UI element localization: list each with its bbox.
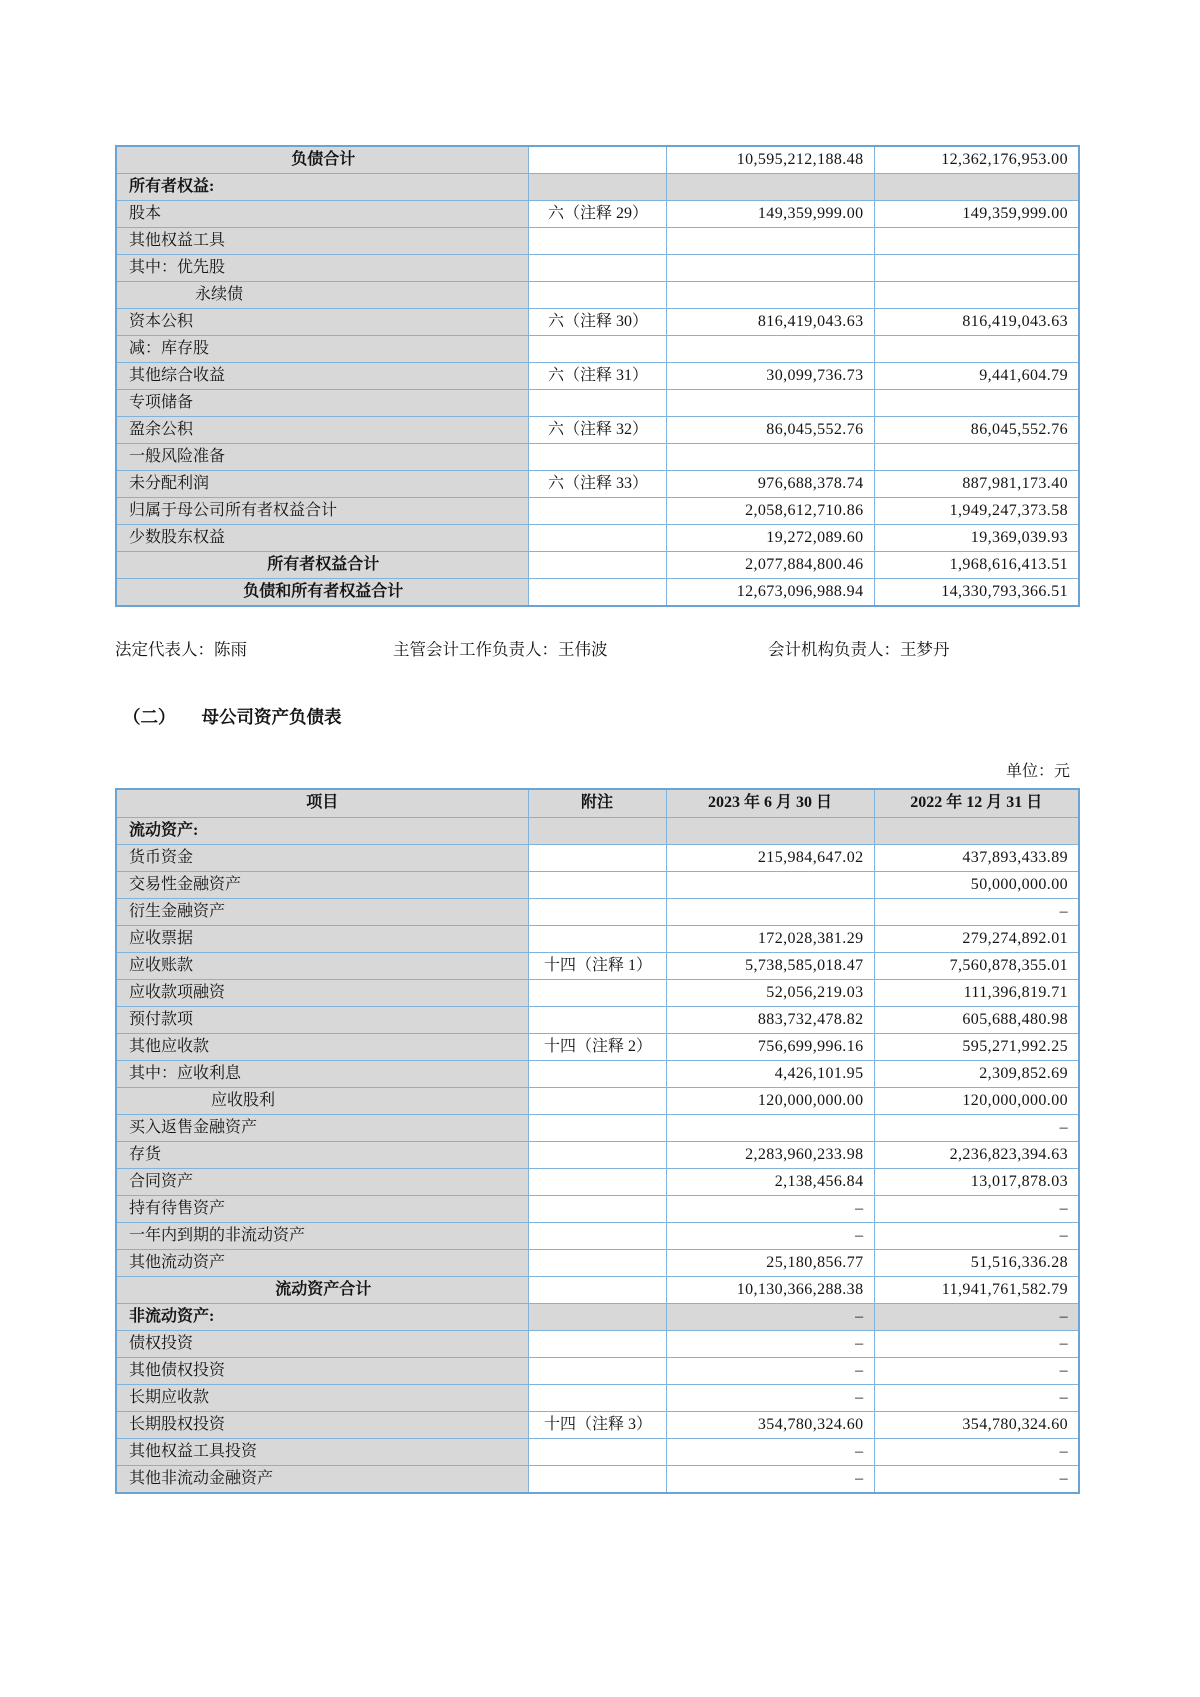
note-cell bbox=[528, 1195, 666, 1222]
note-cell: 十四（注释 2） bbox=[528, 1033, 666, 1060]
note-cell: 六（注释 32） bbox=[528, 417, 666, 444]
value-2022-cell: – bbox=[874, 898, 1079, 925]
table-row bbox=[116, 498, 1079, 525]
accounting-org-head-label: 会计机构负责人：王梦丹 bbox=[768, 640, 950, 659]
table-row bbox=[116, 979, 1079, 1006]
value-2022-cell: 19,369,039.93 bbox=[874, 525, 1079, 552]
value-2022-cell: 354,780,324.60 bbox=[874, 1411, 1079, 1438]
value-2022-cell bbox=[874, 228, 1079, 255]
value-2023-cell bbox=[666, 282, 874, 309]
table-row bbox=[116, 390, 1079, 417]
note-cell bbox=[528, 444, 666, 471]
value-2022-cell bbox=[874, 255, 1079, 282]
table-row bbox=[116, 336, 1079, 363]
note-cell bbox=[528, 552, 666, 579]
table-row bbox=[116, 1303, 1079, 1330]
note-cell bbox=[528, 146, 666, 174]
table-row bbox=[116, 363, 1079, 390]
table-row bbox=[116, 1141, 1079, 1168]
value-2022-cell: 605,688,480.98 bbox=[874, 1006, 1079, 1033]
item-cell: 存货 bbox=[116, 1141, 528, 1168]
parent-balance-sheet-body bbox=[116, 817, 1079, 1493]
note-cell bbox=[528, 1087, 666, 1114]
table-row bbox=[116, 1276, 1079, 1303]
value-2022-cell bbox=[874, 444, 1079, 471]
note-cell bbox=[528, 1330, 666, 1357]
value-2023-cell: – bbox=[666, 1384, 874, 1411]
value-2022-cell: 9,441,604.79 bbox=[874, 363, 1079, 390]
value-2022-cell: 7,560,878,355.01 bbox=[874, 952, 1079, 979]
table-row bbox=[116, 1060, 1079, 1087]
table-row bbox=[116, 525, 1079, 552]
value-2023-cell: 354,780,324.60 bbox=[666, 1411, 874, 1438]
value-2023-cell bbox=[666, 174, 874, 201]
value-2022-cell: 595,271,992.25 bbox=[874, 1033, 1079, 1060]
value-2023-cell bbox=[666, 444, 874, 471]
value-2023-cell bbox=[666, 336, 874, 363]
note-cell bbox=[528, 817, 666, 844]
table-row bbox=[116, 1357, 1079, 1384]
note-cell: 十四（注释 1） bbox=[528, 952, 666, 979]
value-2022-cell: – bbox=[874, 1330, 1079, 1357]
value-2022-cell: 1,949,247,373.58 bbox=[874, 498, 1079, 525]
liabilities-and-equity-table bbox=[115, 145, 1080, 607]
item-cell: 专项储备 bbox=[116, 390, 528, 417]
note-cell bbox=[528, 1114, 666, 1141]
value-2022-cell: 816,419,043.63 bbox=[874, 309, 1079, 336]
value-2023-cell: – bbox=[666, 1465, 874, 1493]
section-title: 母公司资产负债表 bbox=[201, 707, 342, 727]
table-row bbox=[116, 898, 1079, 925]
value-2023-cell: – bbox=[666, 1438, 874, 1465]
item-cell: 持有待售资产 bbox=[116, 1195, 528, 1222]
chief-accountant-label: 主管会计工作负责人：王伟波 bbox=[393, 640, 608, 659]
table-row bbox=[116, 146, 1079, 174]
item-cell: 长期股权投资 bbox=[116, 1411, 528, 1438]
value-2023-cell: – bbox=[666, 1330, 874, 1357]
note-cell: 六（注释 31） bbox=[528, 363, 666, 390]
table-row bbox=[116, 1465, 1079, 1493]
column-header-2023: 2023 年 6 月 30 日 bbox=[666, 789, 874, 817]
value-2022-cell: 51,516,336.28 bbox=[874, 1249, 1079, 1276]
value-2022-cell: 279,274,892.01 bbox=[874, 925, 1079, 952]
value-2023-cell: 215,984,647.02 bbox=[666, 844, 874, 871]
item-cell: 流动资产合计 bbox=[116, 1276, 528, 1303]
note-cell bbox=[528, 1303, 666, 1330]
item-cell: 其他权益工具 bbox=[116, 228, 528, 255]
value-2022-cell: – bbox=[874, 1384, 1079, 1411]
value-2022-cell: 111,396,819.71 bbox=[874, 979, 1079, 1006]
value-2023-cell: 756,699,996.16 bbox=[666, 1033, 874, 1060]
item-cell: 应收账款 bbox=[116, 952, 528, 979]
table-row bbox=[116, 1168, 1079, 1195]
item-cell: 所有者权益合计 bbox=[116, 552, 528, 579]
section-index: （二） bbox=[123, 707, 176, 727]
item-cell: 其他流动资产 bbox=[116, 1249, 528, 1276]
item-cell: 应收股利 bbox=[116, 1087, 528, 1114]
table-row bbox=[116, 817, 1079, 844]
value-2023-cell: 2,077,884,800.46 bbox=[666, 552, 874, 579]
item-cell: 负债和所有者权益合计 bbox=[116, 579, 528, 607]
item-cell: 减：库存股 bbox=[116, 336, 528, 363]
table-row bbox=[116, 1249, 1079, 1276]
note-cell bbox=[528, 525, 666, 552]
value-2023-cell: 12,673,096,988.94 bbox=[666, 579, 874, 607]
value-2023-cell: 30,099,736.73 bbox=[666, 363, 874, 390]
item-cell: 负债合计 bbox=[116, 146, 528, 174]
item-cell: 其中：优先股 bbox=[116, 255, 528, 282]
value-2022-cell: – bbox=[874, 1357, 1079, 1384]
liabilities-and-equity-table-body bbox=[116, 146, 1079, 606]
value-2022-cell: 437,893,433.89 bbox=[874, 844, 1079, 871]
table-row bbox=[116, 1195, 1079, 1222]
value-2023-cell: 2,138,456.84 bbox=[666, 1168, 874, 1195]
table-row bbox=[116, 174, 1079, 201]
table-row bbox=[116, 952, 1079, 979]
item-cell: 一年内到期的非流动资产 bbox=[116, 1222, 528, 1249]
note-cell bbox=[528, 1249, 666, 1276]
value-2022-cell: 1,968,616,413.51 bbox=[874, 552, 1079, 579]
table-row bbox=[116, 444, 1079, 471]
note-cell bbox=[528, 228, 666, 255]
value-2023-cell bbox=[666, 390, 874, 417]
table-row bbox=[116, 1033, 1079, 1060]
table-row bbox=[116, 1114, 1079, 1141]
value-2023-cell: – bbox=[666, 1195, 874, 1222]
balance-sheet-header bbox=[116, 789, 1079, 817]
note-cell bbox=[528, 498, 666, 525]
item-cell: 衍生金融资产 bbox=[116, 898, 528, 925]
table-row bbox=[116, 552, 1079, 579]
column-header-note: 附注 bbox=[528, 789, 666, 817]
note-cell bbox=[528, 844, 666, 871]
value-2022-cell bbox=[874, 174, 1079, 201]
value-2022-cell: – bbox=[874, 1465, 1079, 1493]
value-2022-cell: 149,359,999.00 bbox=[874, 201, 1079, 228]
item-cell: 股本 bbox=[116, 201, 528, 228]
note-cell: 六（注释 29） bbox=[528, 201, 666, 228]
value-2022-cell bbox=[874, 390, 1079, 417]
value-2022-cell: 12,362,176,953.00 bbox=[874, 146, 1079, 174]
value-2023-cell: – bbox=[666, 1357, 874, 1384]
note-cell bbox=[528, 1357, 666, 1384]
table-row bbox=[116, 282, 1079, 309]
item-cell: 流动资产: bbox=[116, 817, 528, 844]
note-cell bbox=[528, 390, 666, 417]
item-cell: 一般风险准备 bbox=[116, 444, 528, 471]
value-2022-cell: – bbox=[874, 1438, 1079, 1465]
header-row bbox=[116, 789, 1079, 817]
value-2023-cell bbox=[666, 228, 874, 255]
table-row bbox=[116, 471, 1079, 498]
table-row bbox=[116, 255, 1079, 282]
value-2022-cell: 887,981,173.40 bbox=[874, 471, 1079, 498]
item-cell: 其他应收款 bbox=[116, 1033, 528, 1060]
value-2023-cell: 172,028,381.29 bbox=[666, 925, 874, 952]
value-2023-cell: 52,056,219.03 bbox=[666, 979, 874, 1006]
value-2022-cell bbox=[874, 282, 1079, 309]
value-2023-cell bbox=[666, 898, 874, 925]
table-row bbox=[116, 1330, 1079, 1357]
item-cell: 盈余公积 bbox=[116, 417, 528, 444]
value-2023-cell: 2,058,612,710.86 bbox=[666, 498, 874, 525]
item-cell: 买入返售金融资产 bbox=[116, 1114, 528, 1141]
note-cell bbox=[528, 979, 666, 1006]
table-row bbox=[116, 844, 1079, 871]
table-row bbox=[116, 579, 1079, 607]
value-2022-cell: 120,000,000.00 bbox=[874, 1087, 1079, 1114]
note-cell bbox=[528, 1222, 666, 1249]
value-2023-cell bbox=[666, 255, 874, 282]
note-cell: 六（注释 33） bbox=[528, 471, 666, 498]
item-cell: 其他债权投资 bbox=[116, 1357, 528, 1384]
value-2022-cell: – bbox=[874, 1195, 1079, 1222]
item-cell: 交易性金融资产 bbox=[116, 871, 528, 898]
table-row bbox=[116, 1384, 1079, 1411]
value-2023-cell: 10,595,212,188.48 bbox=[666, 146, 874, 174]
value-2023-cell: 86,045,552.76 bbox=[666, 417, 874, 444]
item-cell: 预付款项 bbox=[116, 1006, 528, 1033]
note-cell bbox=[528, 174, 666, 201]
value-2023-cell: 4,426,101.95 bbox=[666, 1060, 874, 1087]
note-cell bbox=[528, 1141, 666, 1168]
note-cell bbox=[528, 1438, 666, 1465]
note-cell bbox=[528, 282, 666, 309]
signature-line bbox=[0, 636, 1200, 660]
legal-representative-label: 法定代表人：陈雨 bbox=[115, 640, 247, 659]
item-cell: 长期应收款 bbox=[116, 1384, 528, 1411]
value-2023-cell: 149,359,999.00 bbox=[666, 201, 874, 228]
value-2023-cell: 883,732,478.82 bbox=[666, 1006, 874, 1033]
value-2022-cell bbox=[874, 817, 1079, 844]
value-2023-cell bbox=[666, 871, 874, 898]
note-cell bbox=[528, 336, 666, 363]
note-cell bbox=[528, 871, 666, 898]
note-cell bbox=[528, 579, 666, 607]
table-row bbox=[116, 309, 1079, 336]
column-header-2022: 2022 年 12 月 31 日 bbox=[874, 789, 1079, 817]
note-cell bbox=[528, 1465, 666, 1493]
item-cell: 债权投资 bbox=[116, 1330, 528, 1357]
item-cell: 资本公积 bbox=[116, 309, 528, 336]
item-cell: 其他非流动金融资产 bbox=[116, 1465, 528, 1493]
table-row bbox=[116, 1438, 1079, 1465]
value-2022-cell: 2,236,823,394.63 bbox=[874, 1141, 1079, 1168]
value-2022-cell: 13,017,878.03 bbox=[874, 1168, 1079, 1195]
section-heading bbox=[123, 704, 342, 729]
value-2023-cell bbox=[666, 817, 874, 844]
value-2023-cell: 10,130,366,288.38 bbox=[666, 1276, 874, 1303]
note-cell bbox=[528, 1276, 666, 1303]
table-row bbox=[116, 1411, 1079, 1438]
value-2023-cell: – bbox=[666, 1303, 874, 1330]
note-cell: 十四（注释 3） bbox=[528, 1411, 666, 1438]
value-2023-cell: 25,180,856.77 bbox=[666, 1249, 874, 1276]
table-row bbox=[116, 417, 1079, 444]
note-cell bbox=[528, 925, 666, 952]
item-cell: 归属于母公司所有者权益合计 bbox=[116, 498, 528, 525]
note-cell bbox=[528, 1168, 666, 1195]
item-cell: 其中：应收利息 bbox=[116, 1060, 528, 1087]
note-cell bbox=[528, 1384, 666, 1411]
value-2023-cell: 2,283,960,233.98 bbox=[666, 1141, 874, 1168]
value-2023-cell: 816,419,043.63 bbox=[666, 309, 874, 336]
value-2023-cell: 976,688,378.74 bbox=[666, 471, 874, 498]
note-cell: 六（注释 30） bbox=[528, 309, 666, 336]
column-header-item: 项目 bbox=[116, 789, 528, 817]
parent-company-balance-sheet-table bbox=[115, 788, 1080, 1494]
item-cell: 合同资产 bbox=[116, 1168, 528, 1195]
item-cell: 应收款项融资 bbox=[116, 979, 528, 1006]
table-row bbox=[116, 1087, 1079, 1114]
table-row bbox=[116, 201, 1079, 228]
item-cell: 其他综合收益 bbox=[116, 363, 528, 390]
unit-label: 单位：元 bbox=[1005, 763, 1070, 780]
item-cell: 非流动资产: bbox=[116, 1303, 528, 1330]
item-cell: 少数股东权益 bbox=[116, 525, 528, 552]
table-row bbox=[116, 925, 1079, 952]
table-row bbox=[116, 871, 1079, 898]
value-2023-cell: – bbox=[666, 1222, 874, 1249]
value-2022-cell: 2,309,852.69 bbox=[874, 1060, 1079, 1087]
item-cell: 未分配利润 bbox=[116, 471, 528, 498]
value-2023-cell: 120,000,000.00 bbox=[666, 1087, 874, 1114]
value-2023-cell bbox=[666, 1114, 874, 1141]
value-2022-cell: – bbox=[874, 1303, 1079, 1330]
note-cell bbox=[528, 898, 666, 925]
item-cell: 应收票据 bbox=[116, 925, 528, 952]
value-2022-cell: 14,330,793,366.51 bbox=[874, 579, 1079, 607]
table-row bbox=[116, 1006, 1079, 1033]
note-cell bbox=[528, 1060, 666, 1087]
value-2023-cell: 19,272,089.60 bbox=[666, 525, 874, 552]
note-cell bbox=[528, 1006, 666, 1033]
item-cell: 永续债 bbox=[116, 282, 528, 309]
value-2022-cell bbox=[874, 336, 1079, 363]
item-cell: 货币资金 bbox=[116, 844, 528, 871]
value-2022-cell: 86,045,552.76 bbox=[874, 417, 1079, 444]
value-2022-cell: – bbox=[874, 1114, 1079, 1141]
value-2022-cell: 50,000,000.00 bbox=[874, 871, 1079, 898]
item-cell: 其他权益工具投资 bbox=[116, 1438, 528, 1465]
table-row bbox=[116, 1222, 1079, 1249]
value-2022-cell: 11,941,761,582.79 bbox=[874, 1276, 1079, 1303]
item-cell: 所有者权益: bbox=[116, 174, 528, 201]
note-cell bbox=[528, 255, 666, 282]
table-row bbox=[116, 228, 1079, 255]
value-2022-cell: – bbox=[874, 1222, 1079, 1249]
value-2023-cell: 5,738,585,018.47 bbox=[666, 952, 874, 979]
